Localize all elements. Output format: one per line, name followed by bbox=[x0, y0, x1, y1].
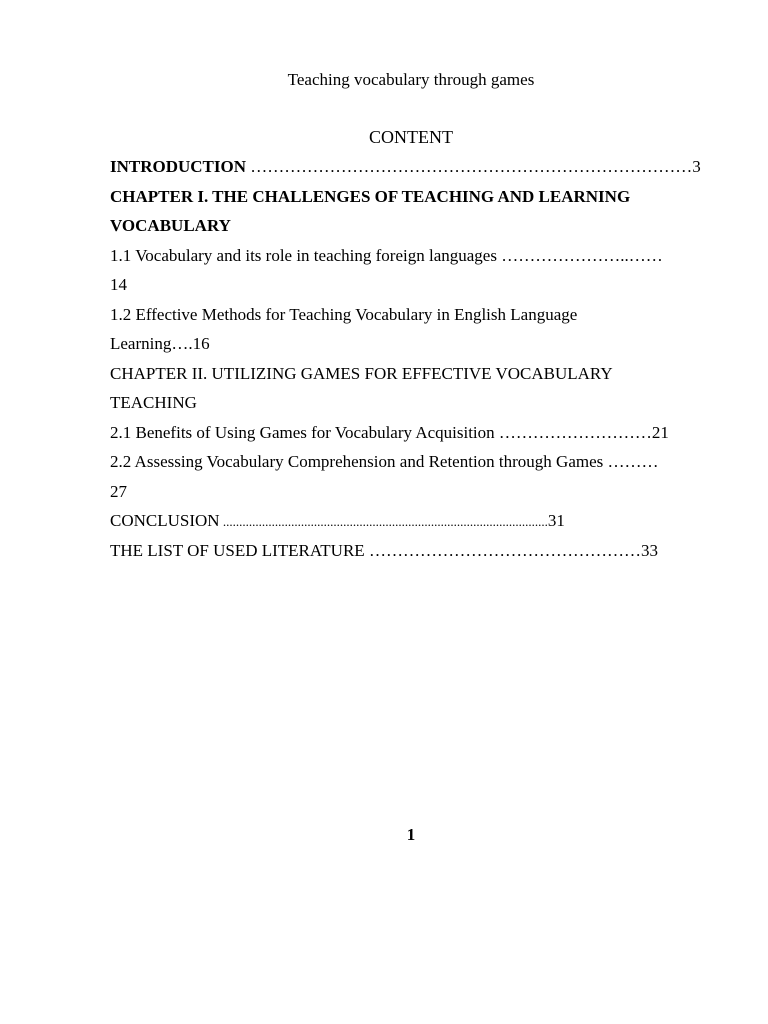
toc-entry-label: THE LIST OF USED LITERATURE bbox=[110, 540, 365, 560]
table-of-contents bbox=[110, 152, 700, 565]
toc-entry-page: 3 bbox=[692, 157, 701, 176]
toc-entry-page: 33 bbox=[640, 540, 658, 560]
toc-entry-leader: …………………………………………………………………… bbox=[246, 157, 693, 176]
page-number: 1 bbox=[406, 825, 416, 844]
toc-entry-introduction bbox=[110, 152, 700, 182]
toc-entry-2-2-page: 27 bbox=[110, 481, 127, 501]
toc-entry-1-2-line-2: Learning….16 bbox=[110, 334, 210, 353]
toc-entry-literature bbox=[110, 536, 700, 566]
toc-entry-label: CONCLUSION bbox=[110, 511, 220, 530]
toc-entry-1-2-line-1: 1.2 Effective Methods for Teaching Vocabulary in English Language bbox=[110, 304, 578, 324]
toc-entry-label: 2.2 Assessing Vocabulary Comprehension and Retention through Games bbox=[110, 452, 604, 471]
toc-entry-leader: .................................................................................................... bbox=[219, 514, 548, 529]
toc-entry-leader: …………………..…… bbox=[496, 245, 663, 265]
toc-entry-chapter-2-line-1: CHAPTER II. UTILIZING GAMES FOR EFFECTIVE VOCABULARY bbox=[110, 363, 613, 383]
toc-entry-2-2 bbox=[110, 447, 700, 477]
toc-entry-leader: ………………………………………… bbox=[364, 540, 641, 560]
toc-entry-leader: ……………………… bbox=[494, 422, 652, 442]
toc-entry-label: 1.1 Vocabulary and its role in teaching foreign languages bbox=[110, 245, 497, 265]
toc-entry-leader: ……… bbox=[603, 452, 659, 471]
content-heading: CONTENT bbox=[369, 127, 453, 147]
toc-entry-chapter-2-line-2: TEACHING bbox=[110, 393, 197, 412]
document-title: Teaching vocabulary through games bbox=[287, 70, 535, 89]
toc-entry-label: 2.1 Benefits of Using Games for Vocabulary Acquisition bbox=[110, 422, 495, 442]
toc-entry-page: 31 bbox=[547, 511, 565, 530]
toc-entry-conclusion bbox=[110, 506, 700, 536]
toc-entry-page: 21 bbox=[651, 422, 669, 442]
toc-entry-chapter-1-line-1: CHAPTER I. THE CHALLENGES OF TEACHING AND LEARNING bbox=[110, 186, 631, 206]
toc-entry-label: INTRODUCTION bbox=[110, 157, 247, 176]
toc-entry-1-1 bbox=[110, 241, 700, 271]
toc-entry-1-1-page: 14 bbox=[110, 275, 127, 294]
toc-entry-chapter-1-line-2: VOCABULARY bbox=[110, 216, 231, 235]
toc-entry-2-1 bbox=[110, 418, 700, 448]
